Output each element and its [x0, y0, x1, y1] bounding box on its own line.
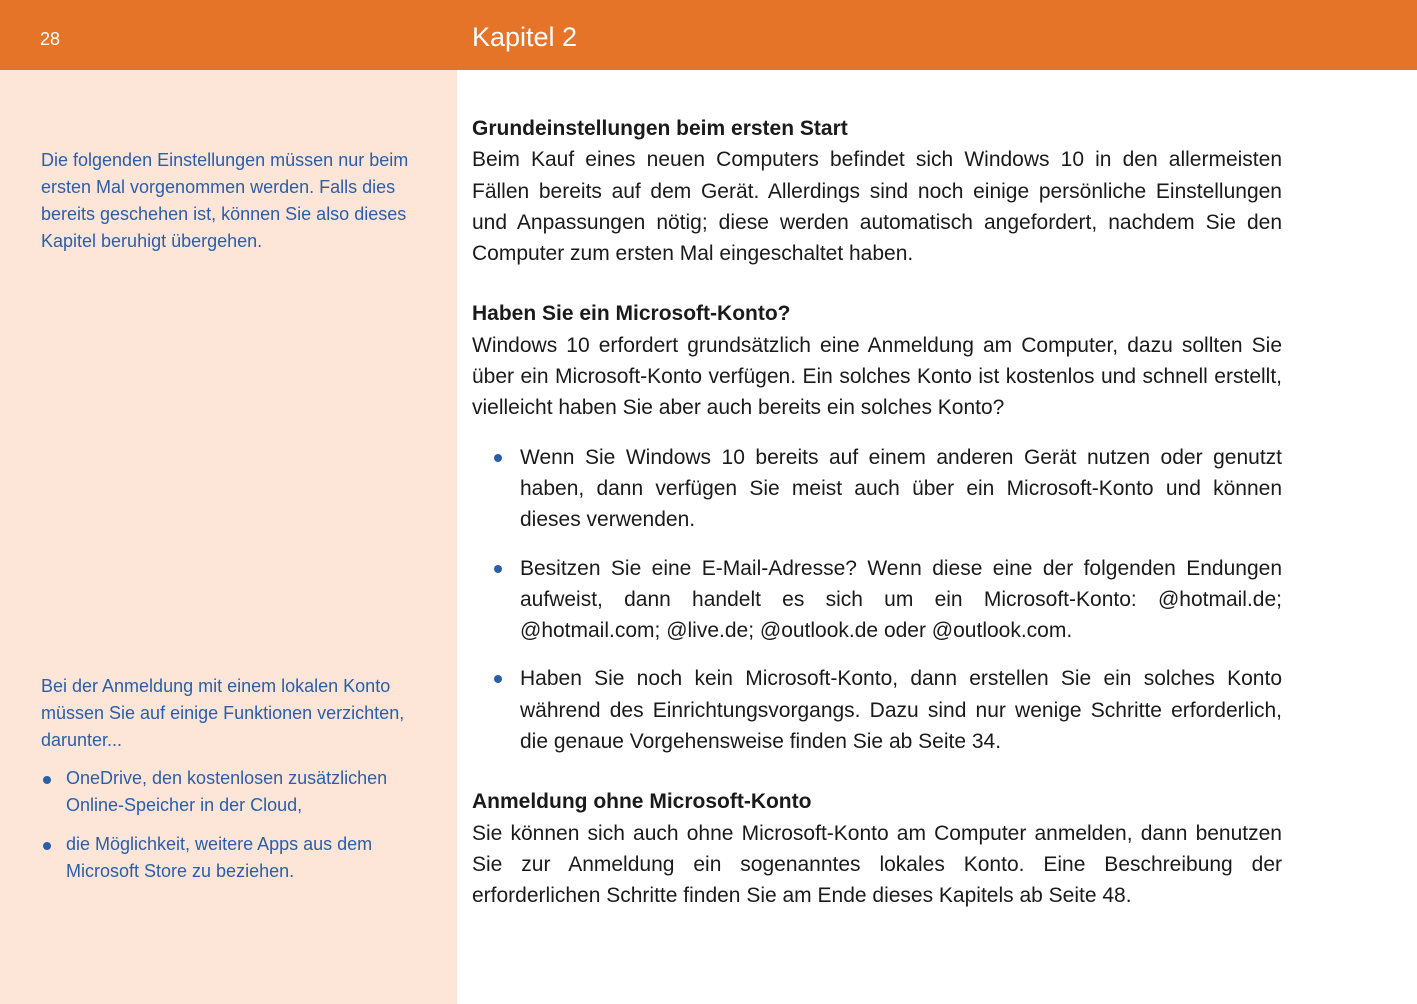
bullet-icon	[494, 454, 502, 462]
section-first-start	[472, 113, 1282, 269]
section-heading: Anmeldung ohne Microsoft-Konto	[472, 790, 812, 814]
section-heading: Haben Sie ein Microsoft-Konto?	[472, 302, 791, 326]
bullet-icon	[43, 842, 51, 850]
section-body: Windows 10 erfordert grundsätzlich eine Anmeldung am Computer, dazu sollten Sie über ein Microsoft-Konto verfügen. Ein solches Konto ist kostenlos und schnell erstellt, vielleicht haben Sie aber auch bereits ein solches Konto?	[472, 333, 1282, 420]
section-heading: Grundeinstellungen beim ersten Start	[472, 117, 848, 140]
section-microsoft-account	[472, 298, 1282, 757]
chapter-header-bar	[0, 0, 1417, 70]
section-body: Beim Kauf eines neuen Computers befindet sich Windows 10 in den allermeisten Fällen bereits auf dem Gerät. Allerdings sind noch einige persönliche Einstellungen und Anpassungen nötig; diese werden automatisch angefordert, nachdem Sie den Computer zum ersten Mal eingeschaltet haben.	[472, 148, 1282, 266]
bullet-icon	[494, 675, 502, 683]
list-item	[41, 831, 446, 885]
sidebar-feature-list	[41, 765, 446, 897]
account-bullet-list	[472, 442, 1282, 758]
list-item	[41, 765, 446, 819]
section-without-account	[472, 786, 1282, 911]
sidebar-note-local-account: Bei der Anmeldung mit einem lokalen Konto müssen Sie auf einige Funktionen verzichten, darunter...	[41, 676, 405, 750]
list-item-text: die Möglichkeit, weitere Apps aus dem Microsoft Store zu beziehen.	[66, 834, 373, 881]
section-body: Sie können sich auch ohne Microsoft-Konto am Computer anmelden, dann benutzen Sie zur Anmeldung ein sogenanntes lokales Konto. Eine Beschreibung der erforderlichen Schritte finden Sie am Ende dieses Kapitels ab Seite 48.	[472, 821, 1282, 908]
bullet-icon	[494, 565, 502, 573]
page-number: 28	[40, 29, 61, 49]
list-item	[472, 663, 1282, 757]
main-content	[472, 113, 1282, 941]
list-item-text: OneDrive, den kostenlosen zusätzlichen Online-Speicher in der Cloud,	[66, 768, 388, 815]
list-item-text: Wenn Sie Windows 10 bereits auf einem anderen Gerät nutzen oder genutzt haben, dann verfügen Sie meist auch über ein Microsoft-Konto und können dieses verwenden.	[520, 445, 1282, 532]
list-item-text: Besitzen Sie eine E-Mail-Adresse? Wenn diese eine der folgenden Endungen aufweist, dann handelt es sich um ein Microsoft-Konto: @hotmail.de; @hotmail.com; @live.de; @outlook.de oder @outlook.com.	[520, 556, 1282, 643]
list-item	[472, 553, 1282, 647]
bullet-icon	[43, 776, 51, 784]
list-item-text: Haben Sie noch kein Microsoft-Konto, dann erstellen Sie ein solches Konto während des Einrichtungsvorgangs. Dazu sind nur wenige Schritte erforderlich, die genaue Vorgehensweise finden Sie ab Seite 34.	[520, 667, 1282, 754]
sidebar-note-settings: Die folgenden Einstellungen müssen nur beim ersten Mal vorgenommen werden. Falls dies bereits geschehen ist, können Sie also dieses Kapitel beruhigt übergehen.	[41, 150, 409, 251]
list-item	[472, 442, 1282, 536]
chapter-title: Kapitel 2	[472, 22, 578, 52]
